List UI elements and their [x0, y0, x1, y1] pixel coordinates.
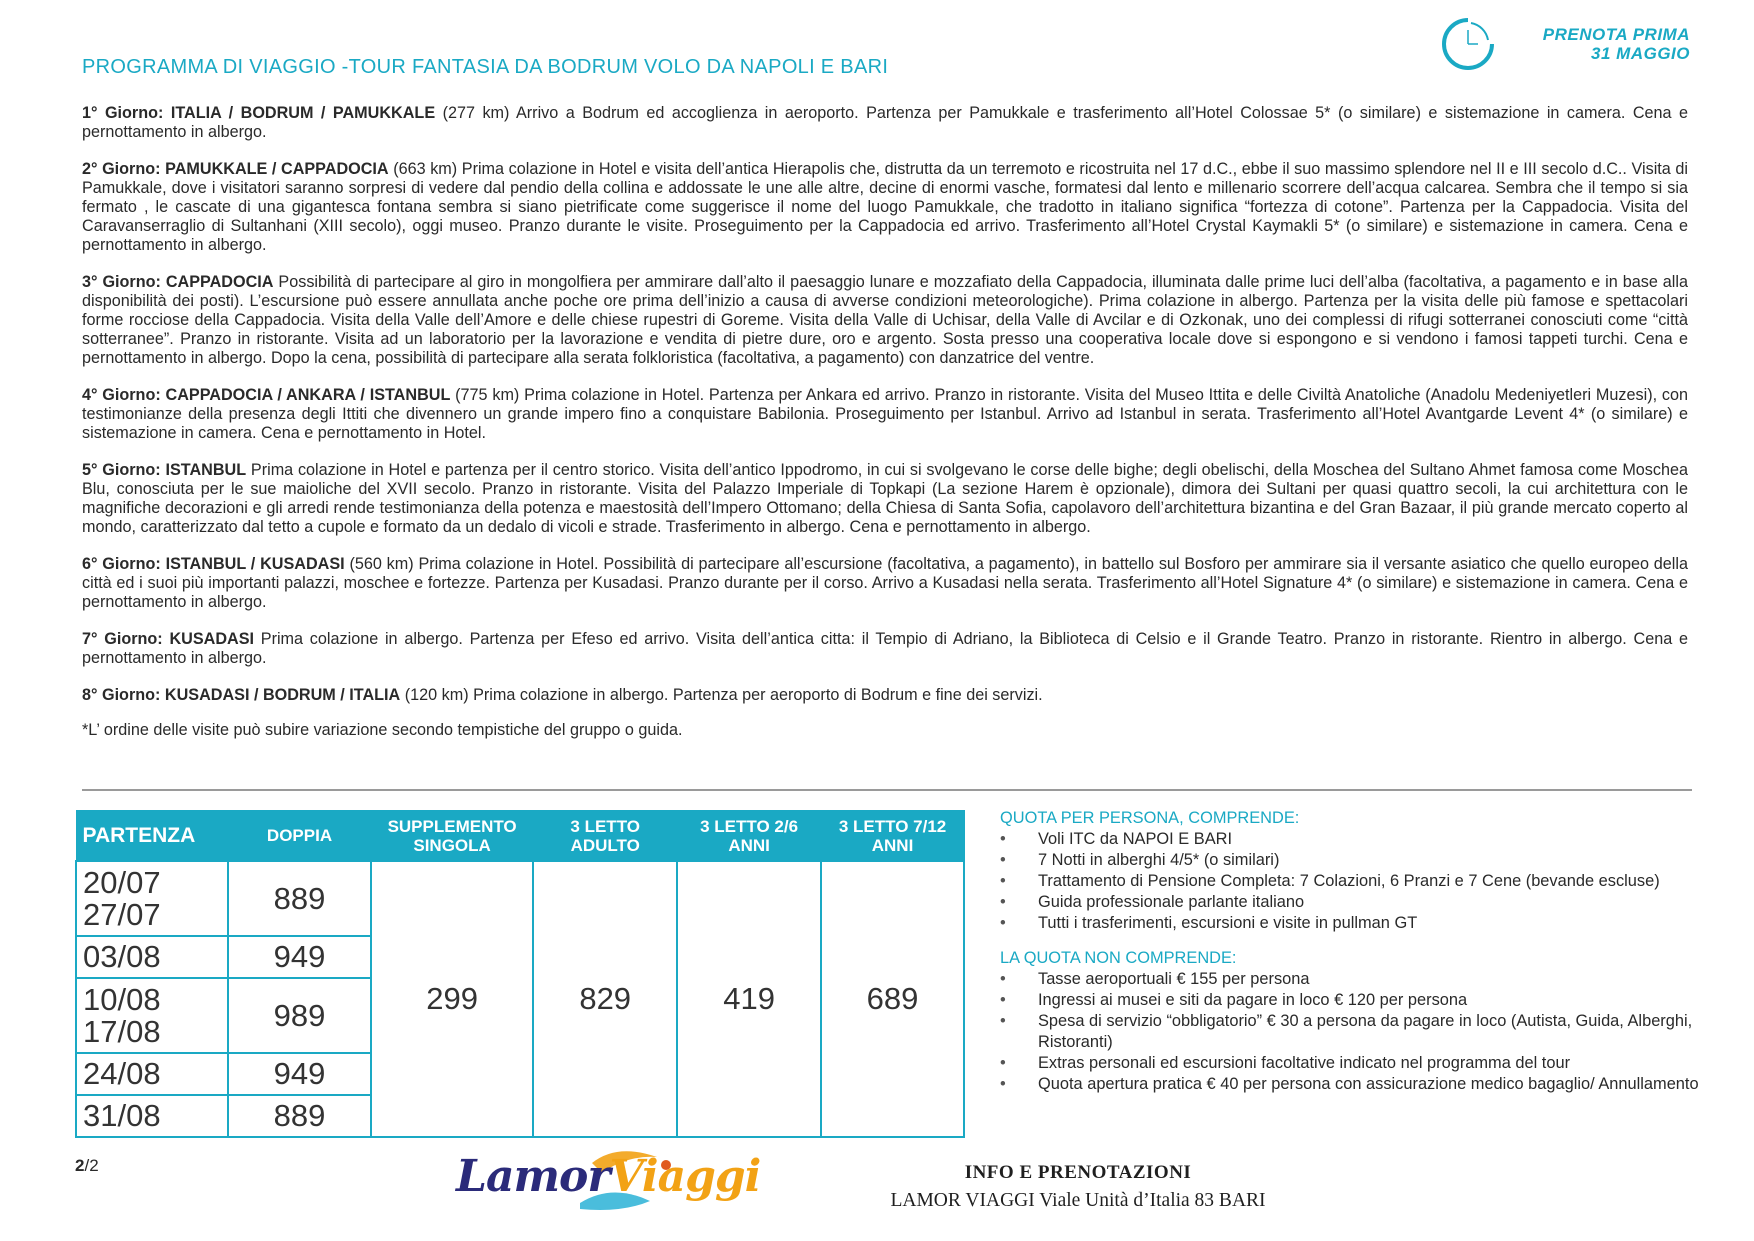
day-6-heading: 6° Giorno: ISTANBUL / KUSADASI: [82, 555, 345, 573]
contact-title: INFO E PRENOTAZIONI: [964, 1162, 1192, 1183]
day-2-text: (663 km) Prima colazione in Hotel e visita dell’antica Hierapolis che, distrutta da un terremoto e ricostruita nel 17 d.C., ebbe il suo massimo splendore nel II e III secolo d.C.. Visita di Pamukkale, dove i visitatori saranno sorpresi di vedere dal pendio della collina e addossate le une alle altre, decine di enormi vasche, formatesi dal lento e millenario scorrere dell’acqua calcarea. Sembra che il tempo si sia fermato , le cascate di una gigantesca fontana sembra si siano pietrificate come suggerisce il nome del luogo Pamukkale, che tradotto in italiano significa “fortezza di cotone”. Partenza per la Cappadocia. Visita del Caravanserraglio di Sultanhani (XIII secolo), oggi museo. Pranzo durante le visite. Proseguimento per la Cappadocia ed arrivo. Trasferimento all’Hotel Crystal Kaymakli 5* (o similare) e sistemazione in camera. Cena e pernottamento in albergo.: [82, 160, 1688, 254]
clock-icon: [1438, 14, 1498, 74]
logo-text-lamor: Lamor: [456, 1151, 610, 1202]
list-item: • Quota apertura pratica € 40 per persona con assicurazione medico bagaglio/ Annullamento: [1000, 1074, 1700, 1095]
price-doppia: 889: [228, 1095, 371, 1137]
departure-dates: 31/08: [76, 1095, 228, 1137]
page-total: /2: [84, 1156, 99, 1175]
col-3-letto-7-12: 3 LETTO 7/12 ANNI: [821, 811, 964, 862]
contact-address: LAMOR VIAGGI Viale Unità d’Italia 83 BARI: [890, 1190, 1266, 1211]
day-7-text: Prima colazione in albergo. Partenza per Efeso ed arrivo. Visita dell’antica citta: il Tempio di Adriano, la Biblioteca di Celsio e il Grande Teatro. Pranzo in ristorante. Rientro in albergo. Cena e pernottamento in albergo.: [82, 630, 1688, 667]
day-6-text: (560 km) Prima colazione in Hotel. Possibilità di partecipare all’escursione (facoltativa, a pagamento), in battello sul Bosforo per ammirare sia il versante asiatico che quello europeo della città ed i suoi più importanti palazzi, moschee e fortezze. Partenza per Kusadasi. Pranzo durante per il corso. Arrivo a Kusadasi nella serata. Trasferimento all’Hotel Signature 4* (o similare) e sistemazione in camera. Cena e pernottamento in albergo.: [82, 555, 1688, 611]
list-item: • 7 Notti in alberghi 4/5* (o similari): [1000, 850, 1700, 871]
list-item: • Spesa di servizio “obbligatorio” € 30 a persona da pagare in loco (Autista, Guida, Alberghi, Ristoranti): [1000, 1011, 1700, 1053]
day-3-text: Possibilità di partecipare al giro in mongolfiera per ammirare dall’alto il paesaggio lunare e mozzafiato della Cappadocia, illuminata dalle prime luci dell’alba (facoltativa, a pagamento e in base alla disponibilità dei posti). L’escursione può essere annullata anche poche ore prima dell’inizio a causa di avverse condizioni meteorologiche). Prima colazione in albergo. Partenza per la visita delle più famose e spettacolari forme rocciose della Cappadocia. Visita della Valle dell’Amore e delle chiese rupestri di Goreme. Visita della Valle di Uchisar, della Valle di Avcilar e di Ozkonak, uno dei complessi di rifugi sotterranei conosciuti come “città sotterranee”. Pranzo in ristorante. Visita ad un laboratorio per la lavorazione e vendita di pietre dure, oro e argento. Sosta presso una cooperativa locale dove si espongono e si vendono i famosi tappeti turchi. Cena e pernottamento in albergo. Dopo la cena, possibilità di partecipare alla serata folkloristica (facoltativa, a pagamento) con danzatrice del ventre.: [82, 273, 1688, 367]
logo-text-viaggi: Viaggi: [609, 1151, 761, 1202]
badge-line-2: 31 MAGGIO: [1591, 44, 1690, 63]
day-1: [82, 104, 1688, 142]
list-item: • Extras personali ed escursioni facoltative indicato nel programma del tour: [1000, 1053, 1700, 1074]
price-doppia: 989: [228, 978, 371, 1053]
includes-title: QUOTA PER PERSONA, COMPRENDE:: [1000, 809, 1300, 827]
departure-dates: 10/08 17/08: [76, 978, 228, 1053]
day-4-text: (775 km) Prima colazione in Hotel. Partenza per Ankara ed arrivo. Pranzo in ristorante. Visita del Museo Ittita e delle Civiltà Anatoliche (Anadolu Medeniyetleri Muzesi), con testimonianze della presenza degli Ittiti che divennero un grande impero fino a conquistare Babilonia. Proseguimento per Istanbul. Arrivo ad Istanbul in serata. Trasferimento all’Hotel Avantgarde Levent 4* (o similare) e sistemazione in camera. Cena e pernottamento in Hotel.: [82, 386, 1689, 442]
page-title: PROGRAMMA DI VIAGGIO -TOUR FANTASIA DA BODRUM VOLO DA NAPOLI E BARI: [82, 56, 889, 78]
col-3-letto-adulto: 3 LETTO ADULTO: [533, 811, 677, 862]
price-doppia: 889: [228, 861, 371, 936]
day-2: [82, 160, 1688, 255]
table-row: [76, 861, 964, 936]
price-doppia: 949: [228, 1053, 371, 1095]
list-item: • Tasse aeroportuali € 155 per persona: [1000, 969, 1700, 990]
day-4-heading: 4° Giorno: CAPPADOCIA / ANKARA / ISTANBUL: [82, 386, 451, 404]
day-5-text: Prima colazione in Hotel e partenza per il centro storico. Visita dell’antico Ippodromo, in cui si svolgevano le corse delle bighe; degli obelischi, della Moschea del Sultano Ahmet famosa come Moschea Blu, conosciuta per le sue maioliche del XVII secolo. Pranzo in ristorante. Visita del Palazzo Imperiale di Topkapi (La sezione Harem è opzionale), dimora dei Sultani per quasi quattro secoli, la cui architettura con le magnifiche decorazioni e gli arredi rende testimonianza della potenza e maestosità dell’Impero Ottomano; della Chiesa di Santa Sofia, capolavoro dell’architettura bizantina e del Gran Bazaar, il più grande mercato coperto al mondo, caratterizzato dal tetto a cupole e formato da un dedalo di vicoli e strade. Trasferimento in albergo. Cena e pernottamento in albergo.: [82, 461, 1688, 536]
day-3-heading: 3° Giorno: CAPPADOCIA: [82, 273, 274, 291]
col-doppia: DOPPIA: [228, 811, 371, 862]
day-8-heading: 8° Giorno: KUSADASI / BODRUM / ITALIA: [82, 686, 401, 704]
day-8-text: (120 km) Prima colazione in albergo. Partenza per aeroporto di Bodrum e fine dei servizi.: [400, 686, 1043, 704]
day-7: [82, 630, 1688, 668]
day-4: [82, 386, 1688, 443]
prenota-prima-badge: [1438, 14, 1698, 74]
logo-wordmark: [456, 1151, 760, 1202]
departure-dates: 20/07 27/07: [76, 861, 228, 936]
excludes-title: LA QUOTA NON COMPRENDE:: [1000, 949, 1237, 967]
col-supplemento-singola: SUPPLEMENTO SINGOLA: [371, 811, 533, 862]
day-1-heading: 1° Giorno: ITALIA / BODRUM / PAMUKKALE: [82, 104, 436, 122]
contact-info: [858, 1162, 1298, 1212]
quote-details: [1000, 808, 1700, 1109]
list-item: • Trattamento di Pensione Completa: 7 Colazioni, 6 Pranzi e 7 Cene (bevande escluse): [1000, 871, 1700, 892]
col-partenza: PARTENZA: [76, 811, 228, 862]
lamor-viaggi-logo: [452, 1143, 761, 1223]
day-6: [82, 555, 1688, 612]
list-item: • Tutti i trasferimenti, escursioni e visite in pullman GT: [1000, 913, 1700, 934]
price-table-header: [76, 811, 964, 862]
day-3: [82, 273, 1688, 368]
price-doppia: 949: [228, 936, 371, 978]
day-1-text: (277 km) Arrivo a Bodrum ed accoglienza in aeroporto. Partenza per Pamukkale e trasferimento all’Hotel Colossae 5* (o similare) e sistemazione in camera. Cena e pernottamento in albergo.: [82, 104, 1689, 141]
price-table: [75, 810, 965, 1138]
day-8: [82, 686, 1688, 705]
includes-list: [1000, 829, 1700, 934]
page-number: [75, 1156, 99, 1176]
itinerary: [82, 104, 1688, 756]
list-item: • Guida professionale parlante italiano: [1000, 892, 1700, 913]
price-3-letto-2-6: 419: [677, 861, 821, 1137]
divider: [82, 789, 1692, 791]
price-3-letto-7-12: 689: [821, 861, 964, 1137]
excludes-list: [1000, 969, 1700, 1095]
list-item: • Ingressi ai musei e siti da pagare in loco € 120 per persona: [1000, 990, 1700, 1011]
list-item: • Voli ITC da NAPOI E BARI: [1000, 829, 1700, 850]
page-current: 2: [75, 1156, 85, 1175]
badge-line-1: PRENOTA PRIMA: [1542, 25, 1690, 44]
col-3-letto-2-6: 3 LETTO 2/6 ANNI: [677, 811, 821, 862]
day-5-heading: 5° Giorno: ISTANBUL: [82, 461, 247, 479]
price-3-letto-adulto: 829: [533, 861, 677, 1137]
day-5: [82, 461, 1688, 537]
departure-dates: 03/08: [76, 936, 228, 978]
footnote: *L’ ordine delle visite può subire variazione secondo tempistiche del gruppo o guida.: [82, 721, 683, 739]
departure-dates: 24/08: [76, 1053, 228, 1095]
day-2-heading: 2° Giorno: PAMUKKALE / CAPPADOCIA: [82, 160, 389, 178]
day-7-heading: 7° Giorno: KUSADASI: [82, 630, 254, 648]
price-supplemento-singola: 299: [371, 861, 533, 1137]
